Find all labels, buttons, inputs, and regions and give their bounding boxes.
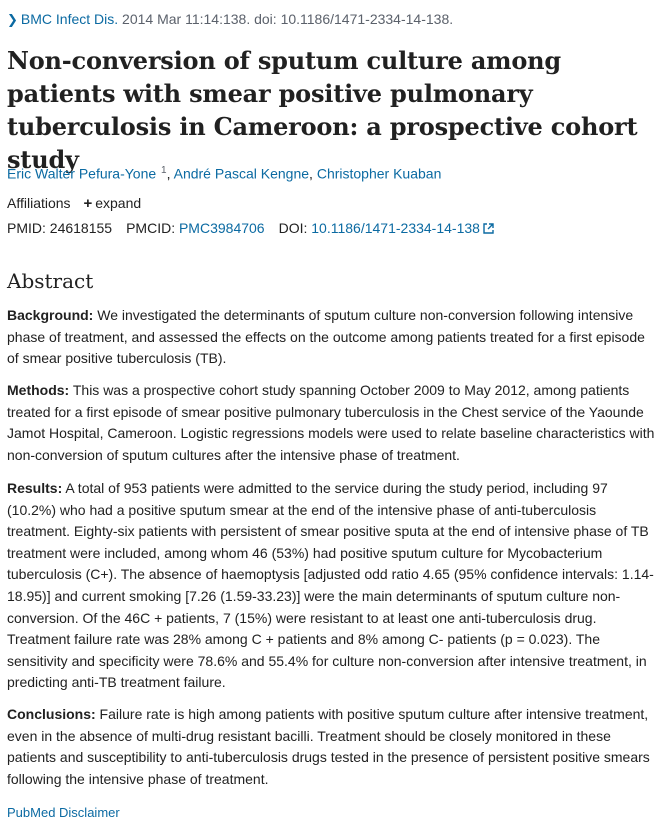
author-link[interactable]: Christopher Kuaban (316, 165, 442, 182)
author-separator: , (166, 165, 174, 182)
background-label: Background: (7, 307, 94, 323)
author-link[interactable]: André Pascal Kengne (173, 165, 310, 182)
pmid-label: PMID: (7, 220, 46, 236)
results-text: A total of 953 patients were admitted to the service during the study period, including 97 (10.2%) who had a positive sputum smear at the end of the intensive phase of anti-tuberculosis treatment. Eighty-six patients with persistent of smear positive sputa at the end of intensive phase of TB treatment were included, among whom 46 (53%) had positive sputum culture for Mycobacterium tuberculosis (C+). The absence of haemoptysis [adjusted odd ratio 4.65 (95% confidence intervals: 1.14-18.95)] and current smoking [7.26 (1.59-33.23)] were the main determinants of sputum culture non-conversion. Of the 46C + patients, 7 (15%) were resistant to at least one anti-tuberculosis drug. Treatment failure rate was 28% among C + patients and 8% among C- patients (p = 0.023). The sensitivity and specificity were 78.6% and 55.4% for culture non-conversion after intensive treatment, in predicting anti-TB treatment failure. (7, 480, 654, 691)
external-link-icon (483, 223, 494, 234)
author-link[interactable]: Eric Walter Pefura-Yone (7, 165, 157, 182)
abstract-results (7, 478, 655, 694)
abstract-heading: Abstract (7, 269, 94, 293)
pubmed-disclaimer-link[interactable]: PubMed Disclaimer (7, 805, 120, 820)
author-separator: , (309, 165, 317, 182)
article-title: Non-conversion of sputum culture among patients with smear positive pulmonary tuberculosis in Cameroon: a prospective cohort study (7, 46, 638, 174)
doi-label: DOI: (278, 220, 308, 236)
results-label: Results: (7, 480, 63, 496)
pmcid-link[interactable]: PMC3984706 (178, 220, 265, 236)
abstract-methods (7, 380, 655, 466)
doi-link[interactable] (311, 220, 494, 236)
doi-value: 10.1186/1471-2334-14-138 (311, 220, 480, 236)
identifiers (7, 219, 494, 237)
journal-link[interactable]: BMC Infect Dis. (20, 11, 119, 27)
background-text: We investigated the determinants of sputum culture non-conversion following intensive phase of treatment, and assessed the effects on the outcome among patients treated for a first episode of smear positive tuberculosis (TB). (7, 307, 645, 367)
pmid-value: 24618155 (49, 220, 113, 236)
conclusions-label: Conclusions: (7, 706, 96, 722)
plus-icon: + (83, 195, 93, 212)
expand-label: expand (95, 195, 142, 211)
abstract-background (7, 305, 655, 370)
affiliation-ref[interactable]: 1 (161, 165, 167, 176)
affiliations-label: Affiliations (7, 195, 71, 211)
chevron-right-icon[interactable]: ❯ (7, 12, 18, 27)
author-list (7, 161, 441, 184)
methods-label: Methods: (7, 382, 70, 398)
pmcid-label: PMCID: (126, 220, 176, 236)
citation-line (7, 10, 453, 29)
conclusions-text: Failure rate is high among patients with positive sputum culture after intensive treatment, even in the absence of multi-drug resistant bacilli. Treatment should be closely monitored in these patients and susceptibility to anti-tuberculosis drugs tested in the presence of persistent positive smears following the intensive phase of treatment. (7, 706, 650, 787)
affiliations-toggle[interactable] (7, 194, 141, 213)
methods-text: This was a prospective cohort study spanning October 2009 to May 2012, among patients treated for a first episode of smear positive pulmonary tuberculosis in the Chest service of the Yaounde Jamot Hospital, Cameroon. Logistic regressions models were used to relate baseline characteristics with non-conversion of sputum cultures after the intensive phase of treatment. (7, 382, 655, 463)
abstract-conclusions (7, 704, 655, 790)
citation-details: 2014 Mar 11:14:138. doi: 10.1186/1471-2334-14-138. (118, 11, 454, 27)
